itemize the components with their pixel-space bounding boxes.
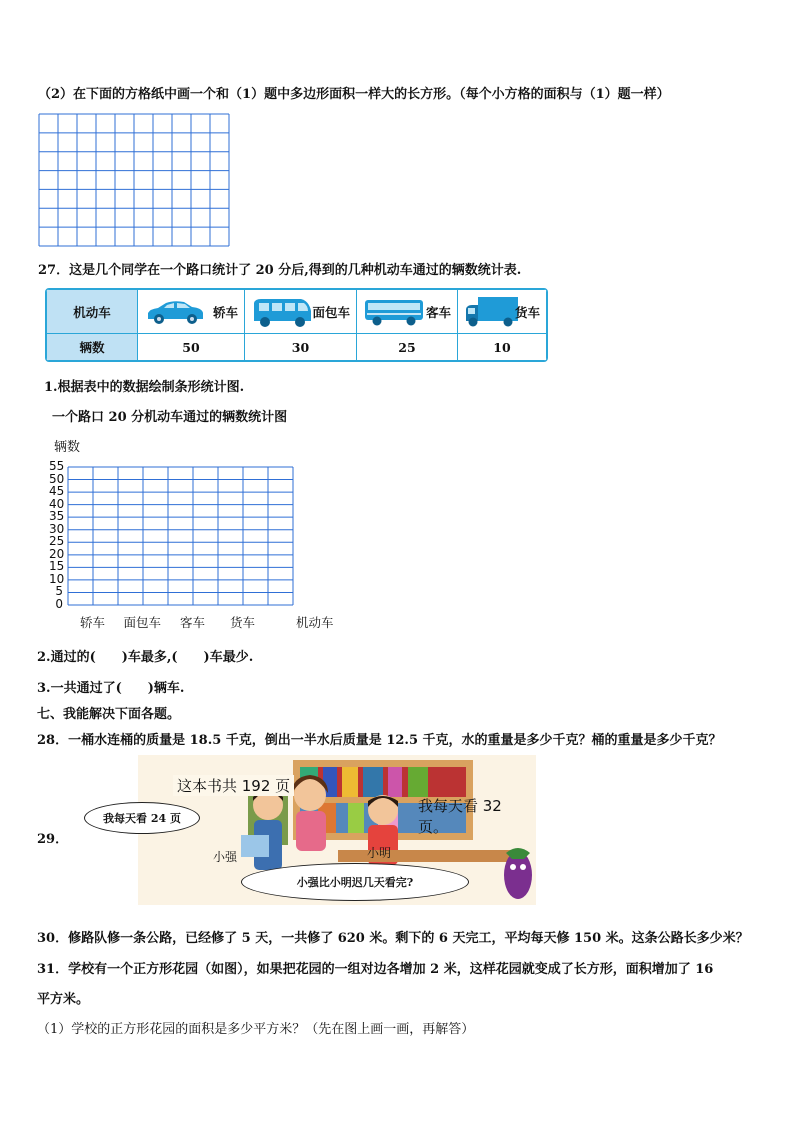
y-tick-label: 5 bbox=[55, 584, 63, 599]
table-cell-bus bbox=[357, 290, 458, 334]
chart-ylabel: 辆数 bbox=[54, 440, 81, 455]
count-bus: 25 bbox=[357, 334, 458, 361]
vehicle-name-car: 轿车 bbox=[212, 304, 238, 320]
count-car: 50 bbox=[138, 334, 245, 361]
q29-number: 29． bbox=[37, 832, 69, 847]
count-truck: 10 bbox=[458, 334, 547, 361]
q27-sub3: 3.一共通过了( )辆车. bbox=[37, 681, 185, 696]
y-tick-label: 45 bbox=[49, 484, 65, 499]
q26-part2-text: （2）在下面的方格纸中画一个和（1）题中多边形面积一样大的长方形。（每个小方格的面积与（1）题一样） bbox=[38, 87, 670, 102]
table-cell-car bbox=[138, 290, 245, 334]
vehicle-table bbox=[45, 288, 548, 362]
x-category-label: 货车 bbox=[230, 615, 256, 630]
bar-chart-grid bbox=[67, 465, 295, 611]
van-icon bbox=[251, 295, 313, 329]
y-tick-label: 50 bbox=[49, 471, 65, 486]
y-tick-label: 15 bbox=[49, 559, 65, 574]
table-header-count: 辆数 bbox=[47, 334, 138, 361]
x-category-label: 轿车 bbox=[80, 615, 106, 630]
x-category-label: 客车 bbox=[180, 615, 206, 630]
q27-sub1: 1.根据表中的数据绘制条形统计图. bbox=[44, 380, 245, 395]
q28-text: 28．一桶水连桶的质量是 18.5 千克，倒出一半水后质量是 12.5 千克，水的重量是多少千克？桶的重量是多少千克？ bbox=[37, 733, 722, 748]
q31-text-line1: 31．学校有一个正方形花园（如图），如果把花园的一组对边各增加 2 米，这样花园就变成了长方形，面积增加了 16 bbox=[37, 962, 714, 977]
xiaoqiang-speech-bubble bbox=[84, 802, 200, 834]
grid-paper bbox=[38, 113, 230, 247]
vehicle-name-bus: 客车 bbox=[425, 304, 451, 320]
q27-sub2: 2.通过的( )车最多,( )车最少. bbox=[37, 650, 254, 665]
table-cell-van bbox=[245, 290, 357, 334]
q31-text-line2: 平方米。 bbox=[37, 992, 90, 1007]
y-tick-label: 20 bbox=[49, 546, 65, 561]
q29-question-text: 小强比小明迟几天看完? bbox=[296, 876, 414, 889]
chart-xlabel: 机动车 bbox=[296, 615, 334, 630]
truck-icon bbox=[464, 295, 520, 329]
table-cell-truck bbox=[458, 290, 547, 334]
xiaoming-says-text: 我每天看 32 页。 bbox=[418, 797, 502, 836]
car-icon bbox=[144, 297, 206, 327]
x-category-label: 面包车 bbox=[123, 615, 162, 630]
q27-intro: 27．这是几个同学在一个路口统计了 20 分后,得到的几种机动车通过的辆数统计表. bbox=[38, 263, 522, 278]
y-tick-label: 25 bbox=[49, 534, 65, 549]
y-tick-label: 55 bbox=[49, 459, 65, 473]
y-tick-label: 30 bbox=[49, 521, 65, 536]
y-tick-label: 0 bbox=[55, 597, 63, 611]
q30-text: 30．修路队修一条公路，已经修了 5 天，一共修了 620 米。剩下的 6 天完工，平均每天修 150 米。这条公路长多少米？ bbox=[37, 931, 749, 946]
xiaoqiang-says-text: 我每天看 24 页 bbox=[103, 812, 181, 825]
table-header-vehicle: 机动车 bbox=[47, 290, 138, 334]
section-7-heading: 七、我能解决下面各题。 bbox=[37, 707, 181, 722]
q29-illustration bbox=[78, 755, 536, 905]
name-xiaoqiang: 小强 bbox=[213, 850, 238, 864]
question-speech-bubble bbox=[241, 863, 469, 901]
y-tick-label: 40 bbox=[49, 496, 65, 511]
name-xiaoming: 小明 bbox=[367, 846, 392, 860]
count-van: 30 bbox=[245, 334, 357, 361]
vehicle-name-van: 面包车 bbox=[312, 304, 350, 320]
y-tick-label: 10 bbox=[49, 571, 65, 586]
y-tick-label: 35 bbox=[49, 509, 65, 524]
chart-title: 一个路口 20 分机动车通过的辆数统计图 bbox=[52, 410, 288, 425]
bus-icon bbox=[363, 296, 425, 328]
vehicle-name-truck: 货车 bbox=[514, 304, 540, 320]
book-info-text: 这本书共 192 页 bbox=[173, 775, 294, 796]
q31-part1: （1）学校的正方形花园的面积是多少平方米？（先在图上画一画，再解答） bbox=[37, 1022, 475, 1037]
